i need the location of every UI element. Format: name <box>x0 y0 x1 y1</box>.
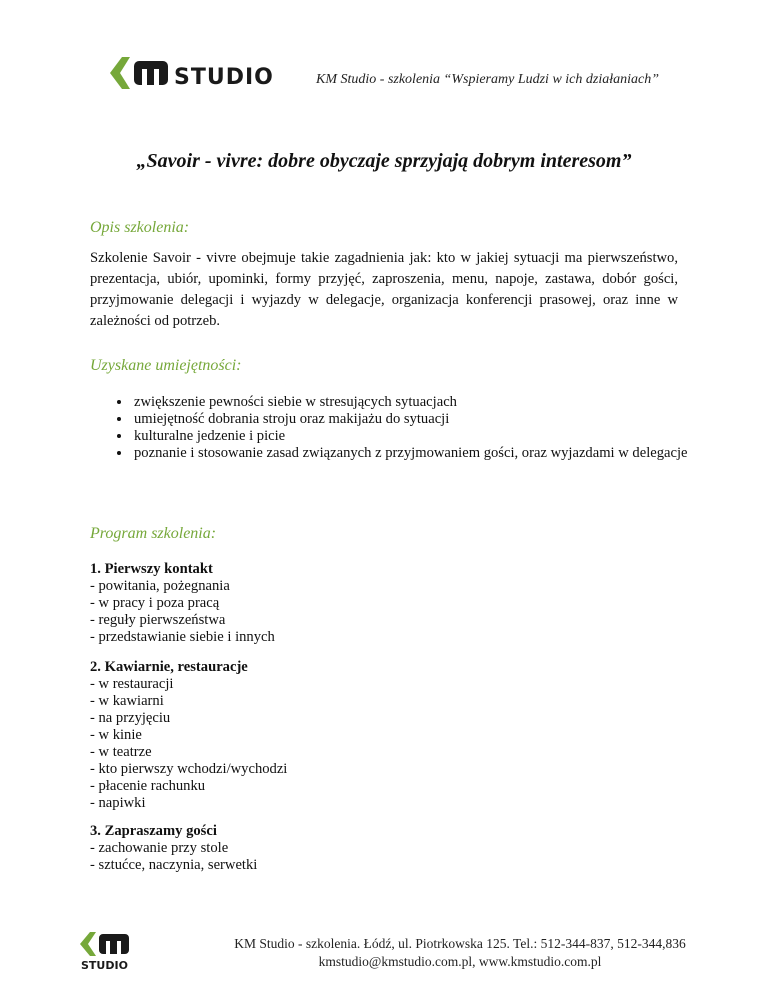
footer-contact <box>200 935 720 971</box>
footer-email-website: kmstudio@kmstudio.com.pl, www.kmstudio.com.pl <box>318 954 602 969</box>
list-item: - w kawiarni <box>90 693 164 709</box>
list-item: - w pracy i poza pracą <box>90 595 220 611</box>
list-item: - w restauracji <box>90 676 174 692</box>
footer-km-logo <box>78 930 136 972</box>
document-title: „Savoir - vivre: dobre obyczaje sprzyjają dobrym interesom” <box>136 150 632 172</box>
footer-address: KM Studio - szkolenia. Łódź, ul. Piotrkowska 125. Tel.: 512-344-837, 512-344,836 <box>234 936 686 951</box>
list-item: - w kinie <box>90 727 142 743</box>
list-item: - zachowanie przy stole <box>90 840 229 856</box>
program-block-title: 3. Zapraszamy gości <box>90 823 217 839</box>
list-item: • umiejętność dobrania stroju oraz makijażu do sytuacji <box>132 411 692 428</box>
section-heading-umiejetnosci: Uzyskane umiejętności: <box>90 357 242 374</box>
list-item: • kulturalne jedzenie i picie <box>132 428 692 445</box>
list-item: - napiwki <box>90 795 146 811</box>
list-item: - sztućce, naczynia, serwetki <box>90 857 258 873</box>
list-item: - powitania, pożegnania <box>90 578 230 594</box>
program-block-2 <box>90 659 287 812</box>
section-heading-program: Program szkolenia: <box>90 525 217 542</box>
list-item: • poznanie i stosowanie zasad związanych z przyjmowaniem gości, oraz wyjazdami w delegacje <box>132 445 692 462</box>
program-block-3 <box>90 823 257 874</box>
program-block-title: 1. Pierwszy kontakt <box>90 561 213 577</box>
list-item: • zwiększenie pewności siebie w stresujących sytuacjach <box>132 394 692 411</box>
list-item: - płacenie rachunku <box>90 778 206 794</box>
page-header <box>108 55 708 95</box>
svg-text:STUDIO: STUDIO <box>81 959 128 972</box>
list-item: - na przyjęciu <box>90 710 171 726</box>
list-item: - reguły pierwszeństwa <box>90 612 226 628</box>
header-tagline: KM Studio - szkolenia “Wspieramy Ludzi w ich działaniach” <box>316 72 659 87</box>
program-block-1 <box>90 561 275 646</box>
program-block-title: 2. Kawiarnie, restauracje <box>90 659 248 675</box>
skills-list <box>90 394 692 462</box>
section-heading-opis: Opis szkolenia: <box>90 219 190 236</box>
svg-text:STUDIO: STUDIO <box>174 65 274 90</box>
opis-paragraph: Szkolenie Savoir - vivre obejmuje takie zagadnienia jak: kto w jakiej sytuacji ma pierwszeństwo, prezentacja, ubiór, upominki, formy przyjęć, zaproszenia, menu, napoje, zastawa, dobór gości, przyjmowanie delegacji i wyjazdy w delegacje, organizacja konferencji prasowej, oraz inne w zależności od potrzeb. <box>90 250 678 329</box>
km-studio-logo <box>108 55 286 91</box>
list-item: - w teatrze <box>90 744 152 760</box>
list-item: - przedstawianie siebie i innych <box>90 629 275 645</box>
list-item: - kto pierwszy wchodzi/wychodzi <box>90 761 288 777</box>
